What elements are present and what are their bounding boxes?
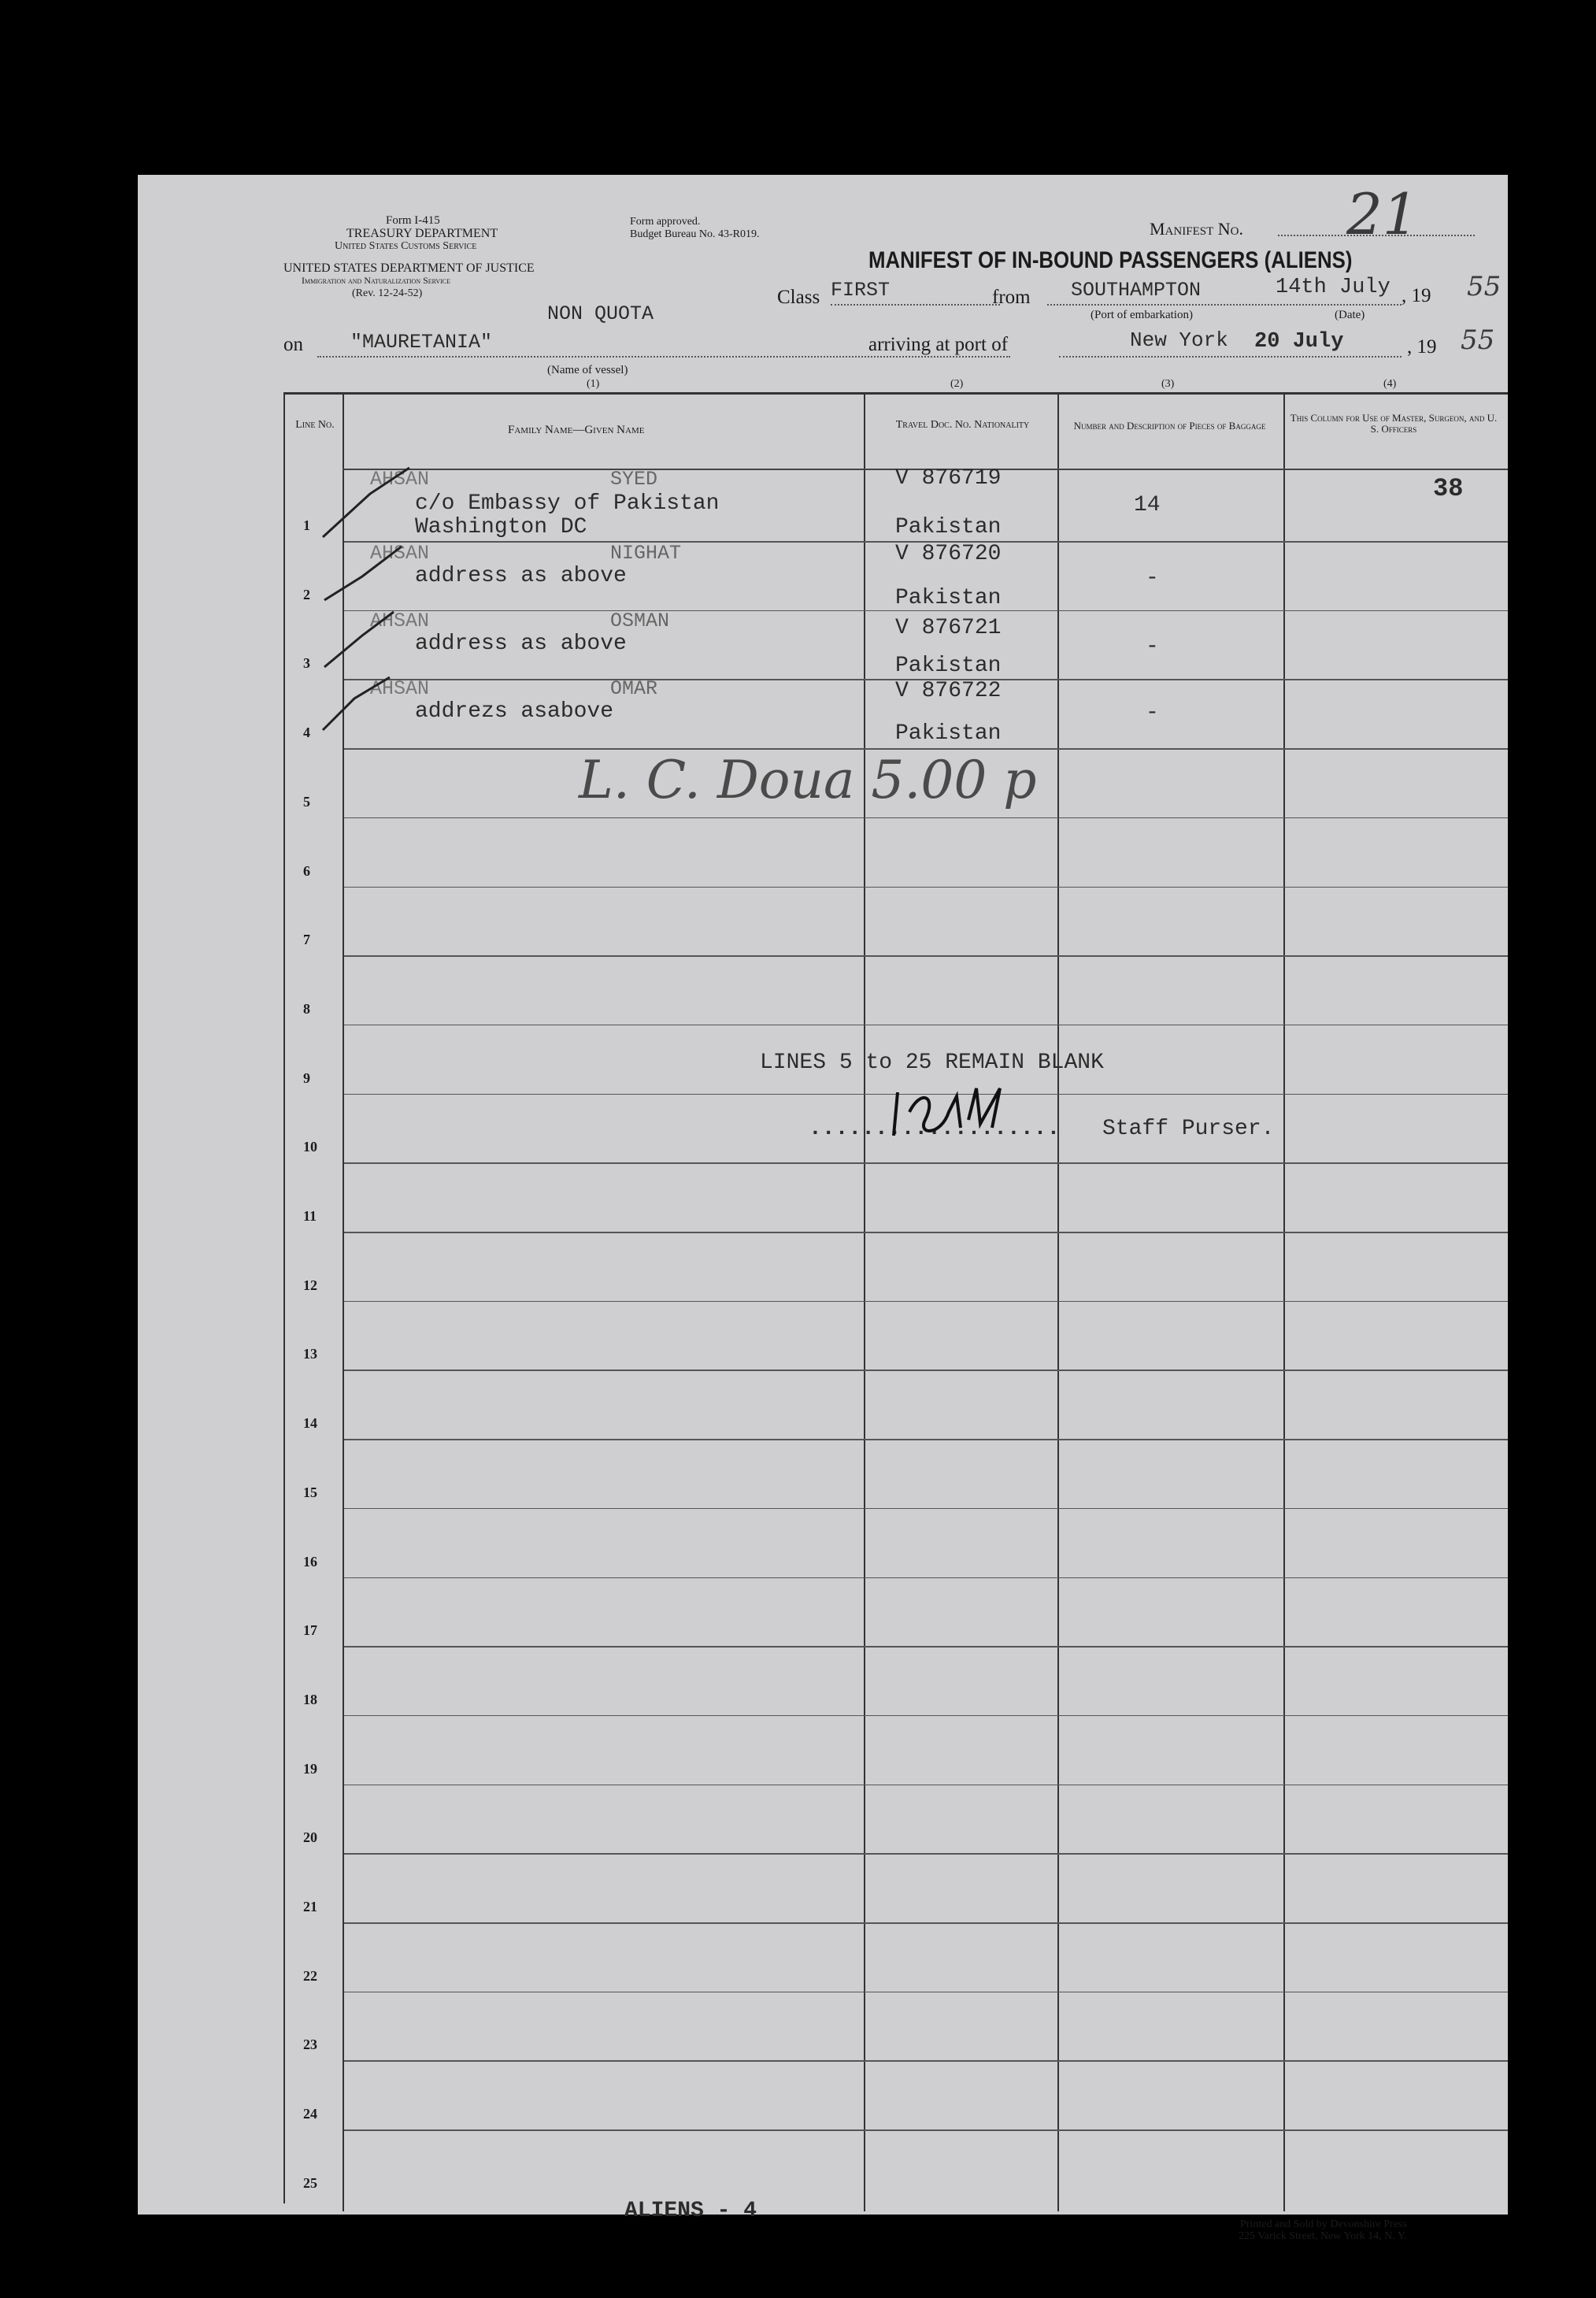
line-number: 18 xyxy=(303,1691,317,1707)
from-dots xyxy=(1047,304,1402,306)
row-rule xyxy=(344,1922,1508,1924)
form-approved: Form approved. xyxy=(630,216,701,228)
entry-4-addr1: addrezs asabove xyxy=(415,699,614,724)
vessel-dots xyxy=(317,356,1010,358)
row-rule xyxy=(344,955,1508,957)
entry-3-baggage: - xyxy=(1146,635,1159,659)
line-number: 24 xyxy=(303,2106,317,2122)
row-rule xyxy=(344,1232,1508,1233)
entry-2-doc: V 876720 xyxy=(895,542,1002,566)
budget-bureau: Budget Bureau No. 43-R019. xyxy=(630,228,760,240)
year-prefix-2: , 19 xyxy=(1407,336,1437,358)
manifest-sheet xyxy=(138,175,1508,2242)
check-marks xyxy=(315,458,417,742)
entry-1-addr2: Washington DC xyxy=(415,515,587,539)
remain-blank-note: LINES 5 to 25 REMAIN BLANK xyxy=(760,1051,1104,1075)
line-number: 22 xyxy=(303,1967,317,1984)
row-rule xyxy=(344,817,1508,819)
check-mark xyxy=(324,612,394,667)
entry-3-given: OSMAN xyxy=(610,610,670,632)
entry-1-family: AHSAN xyxy=(370,468,430,491)
arrival-year: 55 xyxy=(1461,324,1495,356)
form-revision: (Rev. 12-24-52) xyxy=(352,287,423,299)
arrival-dots xyxy=(1059,356,1402,358)
line-number: 5 xyxy=(303,793,310,810)
entry-3-addr1: address as above xyxy=(415,632,627,656)
quota-status: NON QUOTA xyxy=(547,302,654,325)
entry-1-doc: V 876719 xyxy=(895,466,1002,491)
printer-line-2: 225 Varick Street, New York 14, N. Y. xyxy=(1239,2230,1407,2242)
col-number-2: (2) xyxy=(950,378,964,390)
row-rule xyxy=(344,1301,1508,1303)
entry-4-given: OMAR xyxy=(610,677,658,700)
manifest-label: Manifest No. xyxy=(1150,219,1243,239)
row-rule xyxy=(344,1162,1508,1164)
line-number: 20 xyxy=(303,1829,317,1846)
manifest-title: MANIFEST OF IN-BOUND PASSENGERS (ALIENS) xyxy=(868,247,1353,273)
header-name: Family Name—Given Name xyxy=(508,424,645,436)
customs-service: United States Customs Service xyxy=(335,240,477,252)
class-dots xyxy=(831,304,1000,306)
row-rule xyxy=(344,1853,1508,1855)
signature-stroke xyxy=(894,1088,1000,1136)
line-number: 25 xyxy=(303,2174,317,2191)
header-travel: Travel Doc. No. Nationality xyxy=(895,419,1030,431)
entry-4-family: AHSAN xyxy=(370,677,430,700)
departure-date: 14th July xyxy=(1276,276,1390,299)
justice-dept: UNITED STATES DEPARTMENT OF JUSTICE xyxy=(283,261,535,275)
arriving-label: arriving at port of xyxy=(868,334,1009,355)
purser-dots: ................... xyxy=(809,1117,1061,1141)
printer-line-1: Printed and Sold by Devonshire Press xyxy=(1240,2218,1407,2230)
check-mark xyxy=(323,677,390,730)
entry-2-nationality: Pakistan xyxy=(895,586,1002,610)
arrival-date: 20 July xyxy=(1254,330,1344,354)
row-rule xyxy=(344,1992,1508,1993)
line-number: 17 xyxy=(303,1622,317,1639)
row-rule xyxy=(344,1025,1508,1026)
row-rule xyxy=(344,887,1508,888)
row-rule xyxy=(344,1577,1508,1579)
row-rule xyxy=(344,1715,1508,1717)
row-rule xyxy=(344,1508,1508,1510)
line-number: 13 xyxy=(303,1346,317,1362)
from-port: SOUTHAMPTON xyxy=(1071,279,1202,302)
aliens-page-count: ALIENS - 4 xyxy=(624,2199,757,2223)
entry-3-doc: V 876721 xyxy=(895,616,1002,640)
ins-service: Immigration and Naturalization Service xyxy=(302,275,451,286)
table-top-rule xyxy=(283,392,1508,395)
line-number: 23 xyxy=(303,2037,317,2053)
entry-4-baggage: - xyxy=(1146,701,1159,725)
from-label: from xyxy=(992,287,1031,308)
line-number: 16 xyxy=(303,1553,317,1570)
class-label: Class xyxy=(777,287,820,308)
entry-1-nationality: Pakistan xyxy=(895,515,1002,539)
arrival-port: New York xyxy=(1130,328,1228,352)
treasury-dept: TREASURY DEPARTMENT xyxy=(346,227,498,240)
entry-1-officer: 38 xyxy=(1433,474,1464,503)
purser-signature xyxy=(882,1080,1024,1143)
line-number: 6 xyxy=(303,862,310,879)
header-line-no: Line No. xyxy=(295,419,335,431)
line-number: 19 xyxy=(303,1760,317,1777)
entry-2-addr1: address as above xyxy=(415,564,627,588)
row-rule xyxy=(344,1370,1508,1371)
form-number: Form I-415 xyxy=(386,214,440,227)
entry-1-addr1: c/o Embassy of Pakistan xyxy=(415,491,720,516)
vessel-caption: (Name of vessel) xyxy=(547,364,628,376)
line-number: 14 xyxy=(303,1415,317,1432)
table-left-edge xyxy=(283,392,285,2203)
line-number: 4 xyxy=(303,725,310,741)
entry-3-family: AHSAN xyxy=(370,610,430,632)
entry-1-baggage: 14 xyxy=(1134,493,1161,517)
entry-3-nationality: Pakistan xyxy=(895,654,1002,678)
entry-2-baggage: - xyxy=(1146,566,1159,591)
entry-2-family: AHSAN xyxy=(370,542,430,565)
line-number: 10 xyxy=(303,1139,317,1155)
vessel-name: "MAURETANIA" xyxy=(350,331,493,354)
col-number-3: (3) xyxy=(1161,378,1175,390)
header-officers: This Column for Use of Master, Surgeon, and U. S. Officers xyxy=(1290,412,1498,435)
purser-label: Staff Purser. xyxy=(1102,1117,1275,1141)
row-rule xyxy=(344,1439,1508,1440)
entry-2-given: NIGHAT xyxy=(610,542,682,565)
line-number: 9 xyxy=(303,1069,310,1086)
departure-year: 55 xyxy=(1467,271,1502,302)
col-number-1: (1) xyxy=(587,378,600,390)
check-mark xyxy=(324,547,402,600)
manifest-number: 21 xyxy=(1346,181,1419,247)
class-value: FIRST xyxy=(831,279,891,302)
row-rule xyxy=(344,1785,1508,1786)
entry-4-nationality: Pakistan xyxy=(895,721,1002,746)
line-number: 7 xyxy=(303,932,310,948)
check-mark xyxy=(323,468,409,537)
col-number-4: (4) xyxy=(1383,378,1397,390)
line-number: 15 xyxy=(303,1484,317,1500)
line-number: 11 xyxy=(303,1208,317,1224)
year-prefix-1: , 19 xyxy=(1402,285,1431,306)
on-label: on xyxy=(283,334,303,355)
row-rule xyxy=(344,2060,1508,2062)
handwritten-note: L. C. Doua 5.00 p xyxy=(579,750,1037,810)
date-caption: (Date) xyxy=(1335,309,1365,321)
entry-1-given: SYED xyxy=(610,468,658,491)
from-caption: (Port of embarkation) xyxy=(1091,309,1193,321)
line-number: 1 xyxy=(303,517,310,533)
line-number: 8 xyxy=(303,1000,310,1017)
header-baggage: Number and Description of Pieces of Baggage xyxy=(1073,420,1266,432)
entry-4-doc: V 876722 xyxy=(895,679,1002,703)
row-rule xyxy=(344,2129,1508,2131)
line-number: 12 xyxy=(303,1277,317,1293)
line-number: 2 xyxy=(303,586,310,602)
row-rule xyxy=(344,1646,1508,1648)
line-number: 21 xyxy=(303,1899,317,1914)
line-number: 3 xyxy=(303,655,310,672)
